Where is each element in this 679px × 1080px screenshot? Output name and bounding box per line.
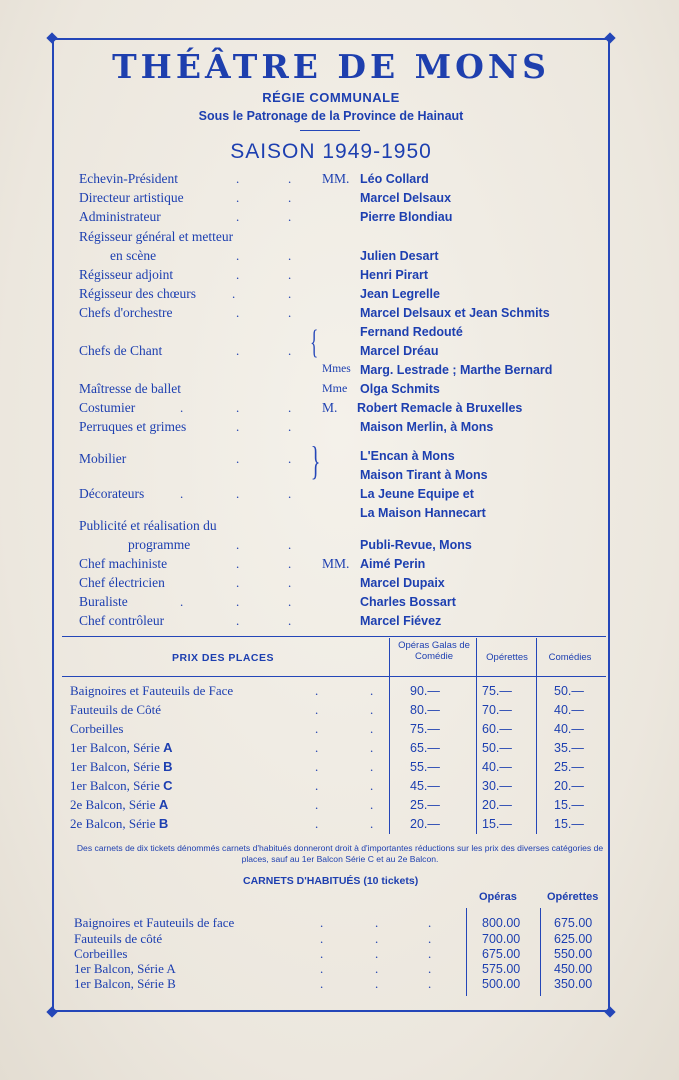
theatre-title: THÉÂTRE DE MONS (112, 47, 550, 86)
staff-row: Chefs d'orchestre . . Marcel Delsaux et Jean Schmits (79, 305, 550, 320)
price-label: Baignoires et Fauteuils de Face (70, 683, 234, 698)
staff-role: Directeur artistique (79, 190, 184, 205)
staff-row: Administrateur . . Pierre Blondiau (79, 209, 453, 224)
price-comedies: 40.— (554, 722, 584, 736)
carnets-col-operas: Opéras (479, 891, 517, 903)
staff-row: Directeur artistique . . Marcel Delsaux (79, 190, 452, 205)
carnet-label: 1er Balcon, Série A (74, 961, 176, 976)
staff-row (0, 467, 679, 485)
col-head-operas: Opéras Galas de Comédie (398, 640, 470, 662)
price-label: 1er Balcon, Série A (70, 740, 173, 755)
carnets-note: Des carnets de dix tickets dénommés carnets d'habitués donneront droit à d'importantes réductions sur les prix des diverses catégories de places, sauf au 1er Balcon Série C et au 2e Balcon. (76, 843, 604, 864)
series-letter: C (163, 778, 173, 793)
price-label: Fauteuils de Côté (70, 702, 161, 717)
prices-header-rule (62, 676, 606, 677)
price-operas: 65.— (410, 741, 440, 755)
regie-subtitle: RÉGIE COMMUNALE (262, 90, 400, 105)
title-rule (300, 130, 360, 131)
carnet-operettes: 450.00 (554, 962, 593, 976)
staff-row: Chef contrôleur . . Marcel Fiévez (79, 613, 442, 628)
staff-row: Perruques et grimes . . Maison Merlin, à Mons (79, 419, 494, 434)
carnet-operas: 700.00 (482, 932, 521, 946)
price-operas: 25.— (410, 798, 440, 812)
staff-row: Chefs de Chant . . Marcel Dréau (79, 343, 439, 358)
staff-name: La Jeune Equipe et (360, 487, 474, 501)
patronage-line: Sous le Patronage de la Province de Hainaut (198, 109, 464, 123)
price-operas: 20.— (410, 817, 440, 831)
staff-name: Marcel Delsaux (360, 191, 452, 205)
staff-row (0, 362, 679, 380)
col-head-comedies: Comédies (548, 652, 592, 663)
staff-row: Chef machiniste . . MM. Aimé Perin (79, 556, 426, 571)
price-operettes: 70.— (482, 703, 512, 717)
staff-name: Olga Schmits (360, 382, 440, 396)
carnet-operettes: 675.00 (554, 916, 593, 930)
price-comedies: 20.— (554, 779, 584, 793)
staff-role: Mobilier (79, 451, 127, 466)
price-operas: 75.— (410, 722, 440, 736)
staff-row: Régisseur adjoint . . Henri Pirart (79, 267, 429, 282)
staff-role: Régisseur général et metteur (79, 229, 234, 244)
carnets-title: CARNETS D'HABITUÉS (10 tickets) (243, 875, 419, 887)
price-operettes: 30.— (482, 779, 512, 793)
price-operettes: 40.— (482, 760, 512, 774)
carnet-label: 1er Balcon, Série B (74, 976, 176, 991)
staff-name: Marcel Delsaux et Jean Schmits (360, 306, 550, 320)
carnet-operettes: 625.00 (554, 932, 593, 946)
carnet-operas: 500.00 (482, 977, 521, 991)
staff-row: Régisseur des chœurs . . Jean Legrelle (79, 286, 440, 301)
staff-name: Maison Merlin, à Mons (360, 420, 494, 434)
staff-name: Jean Legrelle (360, 287, 440, 301)
price-operas: 80.— (410, 703, 440, 717)
staff-role: Chef contrôleur (79, 613, 165, 628)
staff-name: Marcel Dréau (360, 344, 439, 358)
staff-name: Léo Collard (360, 172, 429, 186)
staff-name: Henri Pirart (360, 268, 429, 282)
carnets-col-operettes: Opérettes (547, 891, 599, 903)
staff-row: Echevin-Président . . MM. Léo Collard (79, 171, 429, 186)
carnet-label: Baignoires et Fauteuils de face (74, 915, 235, 930)
price-label: 2e Balcon, Série B (70, 816, 169, 831)
staff-role: Régisseur des chœurs (79, 286, 196, 301)
staff-honorific: M. (322, 400, 338, 415)
staff-role: Perruques et grimes (79, 419, 187, 434)
series-letter: A (158, 797, 169, 812)
staff-row: Mobilier . . (79, 451, 292, 466)
staff-honorific: MM. (322, 556, 350, 571)
staff-role: Chefs d'orchestre (79, 305, 173, 320)
price-comedies: 50.— (554, 684, 584, 698)
staff-name: Publi-Revue, Mons (360, 538, 472, 552)
carnet-operas: 800.00 (482, 916, 521, 930)
price-label: Corbeilles (70, 721, 124, 736)
staff-role: Chef électricien (79, 575, 165, 590)
season-heading: SAISON 1949-1950 (230, 140, 432, 163)
staff-name: Marcel Fiévez (360, 614, 442, 628)
price-comedies: 40.— (554, 703, 584, 717)
price-operettes: 60.— (482, 722, 512, 736)
price-comedies: 25.— (554, 760, 584, 774)
staff-name: Fernand Redouté (360, 325, 463, 339)
col-divider (540, 908, 541, 996)
price-label: 1er Balcon, Série C (70, 778, 173, 793)
carnet-label: Fauteuils de côté (74, 931, 163, 946)
col-divider (476, 638, 477, 834)
series-letter: A (163, 740, 173, 755)
staff-name: Charles Bossart (360, 595, 456, 609)
staff-name: Maison Tirant à Mons (360, 468, 488, 482)
staff-role: Echevin-Président (79, 171, 178, 186)
price-operas: 90.— (410, 684, 440, 698)
staff-role: Maîtresse de ballet (79, 381, 181, 396)
staff-row: Décorateurs . . . La Jeune Equipe et (79, 486, 474, 501)
brace-chefs-de-chant: { (310, 324, 319, 361)
carnet-label: Corbeilles (74, 946, 128, 961)
prices-title: PRIX DES PLACES (172, 652, 275, 664)
price-operettes: 75.— (482, 684, 512, 698)
staff-name: Robert Remacle à Bruxelles (357, 401, 523, 415)
staff-name: La Maison Hannecart (360, 506, 486, 520)
price-operas: 55.— (410, 760, 440, 774)
staff-row (0, 381, 679, 399)
staff-role: en scène (110, 248, 157, 263)
staff-role: Régisseur adjoint (79, 267, 174, 282)
col-head-operettes: Opérettes (486, 652, 528, 663)
col-divider (466, 908, 467, 996)
staff-honorific: Mmes (322, 363, 351, 375)
price-operettes: 15.— (482, 817, 512, 831)
staff-row (0, 324, 679, 342)
price-label: 2e Balcon, Série A (70, 797, 169, 812)
staff-row (0, 229, 679, 247)
staff-role: Décorateurs (79, 486, 145, 501)
staff-row: Buraliste . . . Charles Bossart (79, 594, 456, 609)
series-letter: B (163, 759, 173, 774)
brace-mobilier-decorateurs: } (310, 438, 321, 483)
staff-name: Julien Desart (360, 249, 439, 263)
staff-name: Marg. Lestrade ; Marthe Bernard (360, 363, 553, 377)
staff-row: programme . . Publi-Revue, Mons (128, 537, 472, 552)
series-letter: B (158, 816, 169, 831)
staff-role: Administrateur (79, 209, 161, 224)
staff-role: Publicité et réalisation du (79, 518, 217, 533)
staff-row (0, 518, 679, 536)
price-comedies: 15.— (554, 817, 584, 831)
staff-honorific: Mme (322, 381, 348, 395)
price-comedies: 35.— (554, 741, 584, 755)
staff-honorific: MM. (322, 171, 350, 186)
price-operettes: 50.— (482, 741, 512, 755)
staff-name: Aimé Perin (360, 557, 426, 571)
price-operettes: 20.— (482, 798, 512, 812)
price-label: 1er Balcon, Série B (70, 759, 173, 774)
carnet-operettes: 550.00 (554, 947, 593, 961)
staff-name: Pierre Blondiau (360, 210, 453, 224)
carnet-operettes: 350.00 (554, 977, 593, 991)
staff-row: Costumier . . . M. Robert Remacle à Bruxelles (79, 400, 523, 415)
staff-role: Buraliste (79, 594, 128, 609)
prices-top-rule (62, 636, 606, 637)
carnet-operas: 575.00 (482, 962, 521, 976)
price-operas: 45.— (410, 779, 440, 793)
staff-row: en scène . . Julien Desart (110, 248, 439, 263)
col-divider (536, 638, 537, 834)
staff-role: programme (128, 537, 191, 552)
col-divider (389, 638, 390, 834)
price-comedies: 15.— (554, 798, 584, 812)
staff-name: L'Encan à Mons (360, 449, 455, 463)
staff-name: Marcel Dupaix (360, 576, 445, 590)
staff-row: Chef électricien . . Marcel Dupaix (79, 575, 445, 590)
staff-role: Chef machiniste (79, 556, 168, 571)
staff-role: Costumier (79, 400, 136, 415)
staff-role: Chefs de Chant (79, 343, 163, 358)
carnet-operas: 675.00 (482, 947, 521, 961)
